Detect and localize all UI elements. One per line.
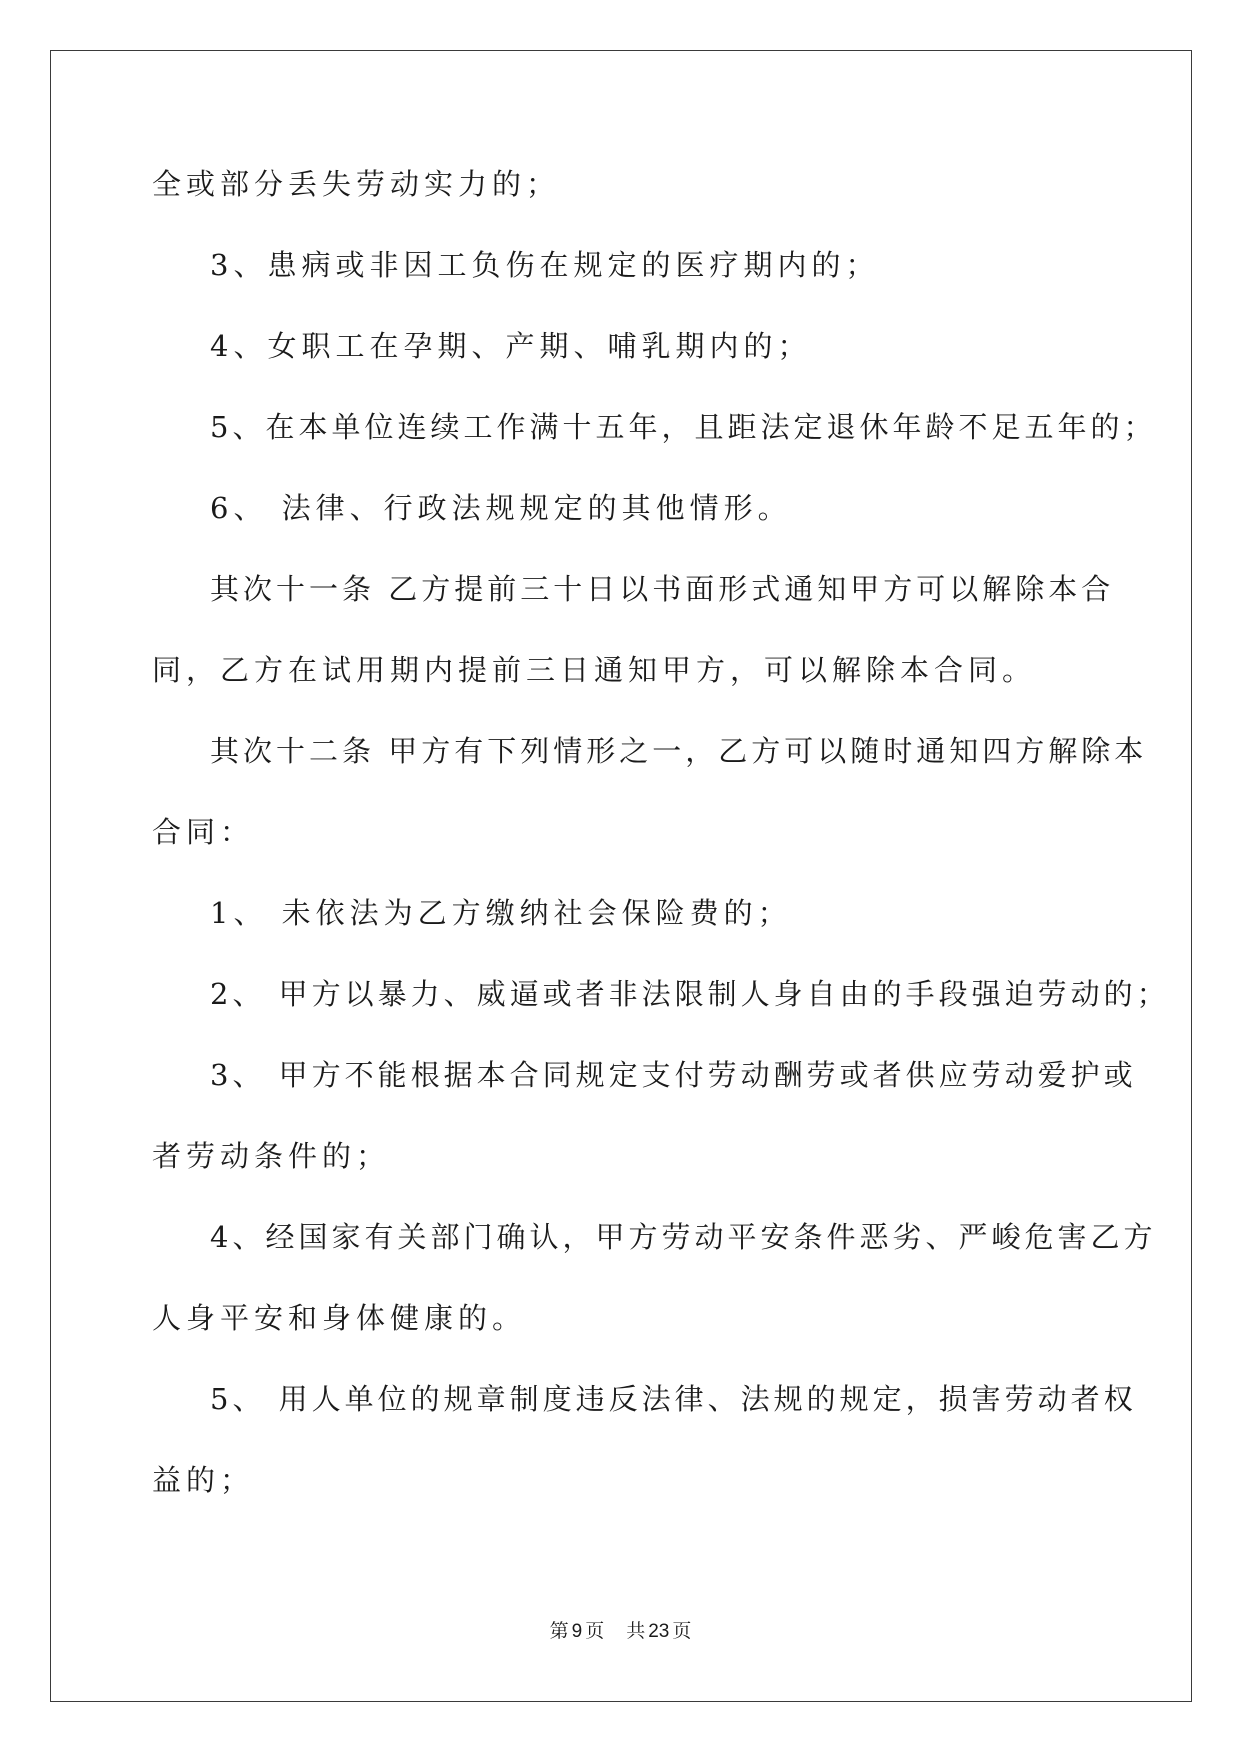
page-footer: [0, 1616, 1241, 1643]
text-line: 3、患病或非因工负伤在规定的医疗期内的；: [210, 248, 880, 282]
text-line: 者劳动条件的；: [152, 1139, 391, 1173]
text-line: 同，乙方在试用期内提前三日通知甲方，可以解除本合同。: [152, 653, 1037, 687]
text-line: 5、 用人单位的规章制度违反法律、法规的规定，损害劳动者权: [210, 1382, 1137, 1416]
text-line: 2、 甲方以暴力、威逼或者非法限制人身自由的手段强迫劳动的；: [210, 977, 1170, 1011]
text-line: 其次十二条 甲方有下列情形之一，乙方可以随时通知四方解除本: [210, 734, 1148, 768]
text-line: 4、女职工在孕期、产期、哺乳期内的；: [210, 329, 812, 363]
text-line: 益的；: [152, 1463, 255, 1497]
text-line: 1、 未依法为乙方缴纳社会保险费的；: [210, 896, 792, 930]
total-pages: 23: [648, 1621, 670, 1642]
text-line: 其次十一条 乙方提前三十日以书面形式通知甲方可以解除本合: [210, 572, 1115, 606]
page-number: 9: [571, 1621, 583, 1642]
page-border: [50, 50, 1192, 1702]
page-prefix: 第: [549, 1620, 569, 1642]
total-prefix: 共: [626, 1620, 646, 1642]
text-line: 人身平安和身体健康的。: [152, 1301, 527, 1335]
text-line: 5、在本单位连续工作满十五年，且距法定退休年龄不足五年的；: [210, 410, 1157, 444]
text-line: 4、经国家有关部门确认，甲方劳动平安条件恶劣、严峻危害乙方: [210, 1220, 1157, 1254]
page-suffix: 页: [585, 1620, 605, 1642]
text-line: 3、 甲方不能根据本合同规定支付劳动酬劳或者供应劳动爱护或: [210, 1058, 1137, 1092]
text-line: 6、 法律、行政法规规定的其他情形。: [210, 491, 792, 525]
total-suffix: 页: [672, 1620, 692, 1642]
text-line: 合同：: [152, 815, 255, 849]
text-line: 全或部分丢失劳动实力的；: [152, 167, 561, 201]
